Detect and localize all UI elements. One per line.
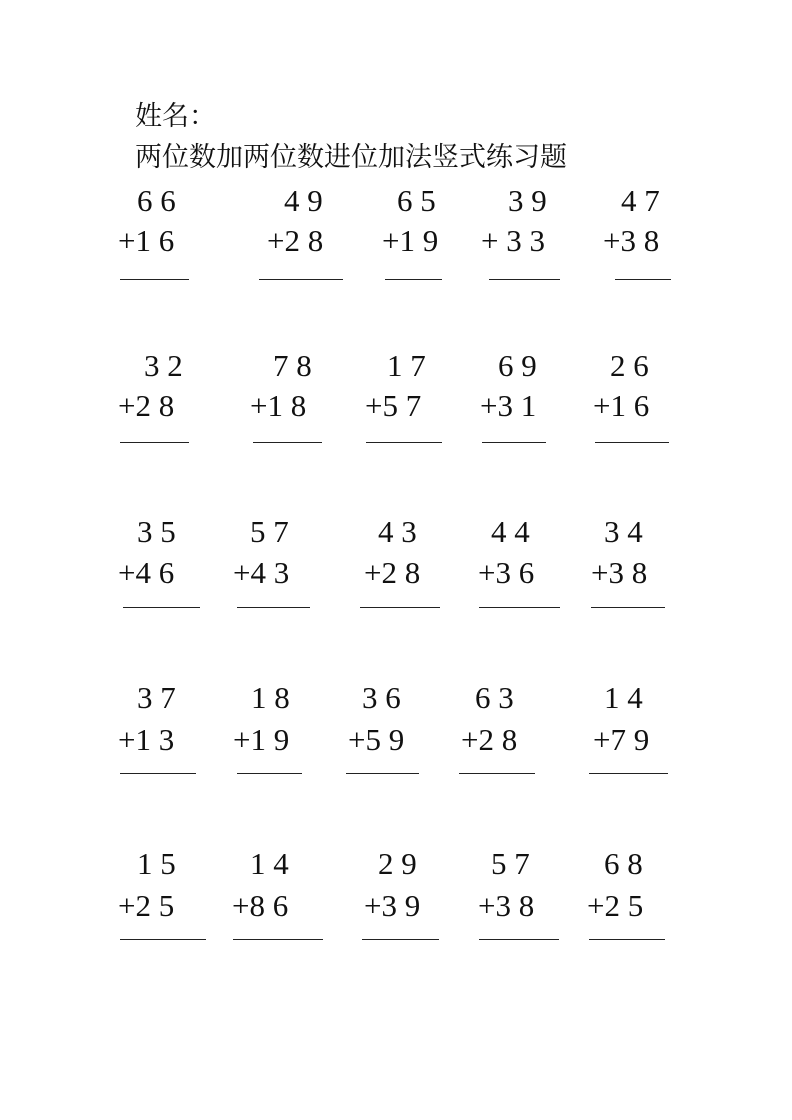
answer-line[interactable] xyxy=(489,279,560,280)
addend-top: 6 6 xyxy=(137,183,176,218)
addend-bottom: +2 8 xyxy=(267,223,324,258)
addend-top: 7 8 xyxy=(273,348,312,383)
addend-top: 1 4 xyxy=(604,680,643,715)
addend-bottom: +2 8 xyxy=(364,555,421,590)
addend-top: 3 9 xyxy=(508,183,547,218)
addend-bottom: +2 5 xyxy=(118,888,175,923)
addend-bottom: +2 8 xyxy=(461,722,518,757)
worksheet-title: 两位数加两位数进位加法竖式练习题 xyxy=(135,142,567,172)
addend-top: 6 9 xyxy=(498,348,537,383)
answer-line[interactable] xyxy=(120,279,189,280)
answer-line[interactable] xyxy=(479,939,559,940)
answer-line[interactable] xyxy=(259,279,343,280)
answer-line[interactable] xyxy=(459,773,535,774)
addend-top: 1 5 xyxy=(137,846,176,881)
addend-bottom: +1 6 xyxy=(593,388,650,423)
addend-bottom: + 3 3 xyxy=(481,223,545,258)
addend-bottom: +7 9 xyxy=(593,722,650,757)
addend-bottom: +8 6 xyxy=(232,888,289,923)
addend-bottom: +1 3 xyxy=(118,722,175,757)
addend-top: 1 4 xyxy=(250,846,289,881)
addend-top: 6 3 xyxy=(475,680,514,715)
addend-bottom: +4 3 xyxy=(233,555,290,590)
addend-bottom: +1 8 xyxy=(250,388,307,423)
addend-bottom: +3 8 xyxy=(603,223,660,258)
answer-line[interactable] xyxy=(591,607,665,608)
answer-line[interactable] xyxy=(253,442,322,443)
addend-top: 3 4 xyxy=(604,514,643,549)
addend-top: 6 8 xyxy=(604,846,643,881)
addend-top: 1 7 xyxy=(387,348,426,383)
answer-line[interactable] xyxy=(346,773,419,774)
addend-bottom: +1 9 xyxy=(233,722,290,757)
answer-line[interactable] xyxy=(615,279,671,280)
name-label: 姓名： xyxy=(135,101,216,131)
answer-line[interactable] xyxy=(120,442,189,443)
addend-top: 3 7 xyxy=(137,680,176,715)
addend-top: 1 8 xyxy=(251,680,290,715)
addend-bottom: +3 6 xyxy=(478,555,535,590)
addend-bottom: +1 9 xyxy=(382,223,439,258)
addend-bottom: +2 8 xyxy=(118,388,175,423)
addend-top: 4 4 xyxy=(491,514,530,549)
addend-bottom: +3 8 xyxy=(591,555,648,590)
addend-top: 4 9 xyxy=(284,183,323,218)
answer-line[interactable] xyxy=(385,279,442,280)
answer-line[interactable] xyxy=(237,607,310,608)
addend-bottom: +3 1 xyxy=(480,388,537,423)
answer-line[interactable] xyxy=(123,607,200,608)
answer-line[interactable] xyxy=(120,773,196,774)
addend-top: 2 9 xyxy=(378,846,417,881)
answer-line[interactable] xyxy=(589,939,665,940)
addend-top: 2 6 xyxy=(610,348,649,383)
addend-bottom: +5 7 xyxy=(365,388,422,423)
answer-line[interactable] xyxy=(366,442,442,443)
answer-line[interactable] xyxy=(482,442,546,443)
addend-bottom: +1 6 xyxy=(118,223,175,258)
addend-bottom: +5 9 xyxy=(348,722,405,757)
addend-top: 6 5 xyxy=(397,183,436,218)
addend-top: 3 5 xyxy=(137,514,176,549)
answer-line[interactable] xyxy=(479,607,560,608)
addend-top: 3 6 xyxy=(362,680,401,715)
addend-bottom: +3 9 xyxy=(364,888,421,923)
answer-line[interactable] xyxy=(237,773,302,774)
addend-bottom: +3 8 xyxy=(478,888,535,923)
answer-line[interactable] xyxy=(589,773,668,774)
addend-bottom: +4 6 xyxy=(118,555,175,590)
addend-top: 3 2 xyxy=(144,348,183,383)
addend-bottom: +2 5 xyxy=(587,888,644,923)
addend-top: 4 7 xyxy=(621,183,660,218)
addend-top: 5 7 xyxy=(250,514,289,549)
answer-line[interactable] xyxy=(120,939,206,940)
answer-line[interactable] xyxy=(360,607,440,608)
answer-line[interactable] xyxy=(362,939,439,940)
addend-top: 4 3 xyxy=(378,514,417,549)
answer-line[interactable] xyxy=(233,939,323,940)
addend-top: 5 7 xyxy=(491,846,530,881)
answer-line[interactable] xyxy=(595,442,669,443)
